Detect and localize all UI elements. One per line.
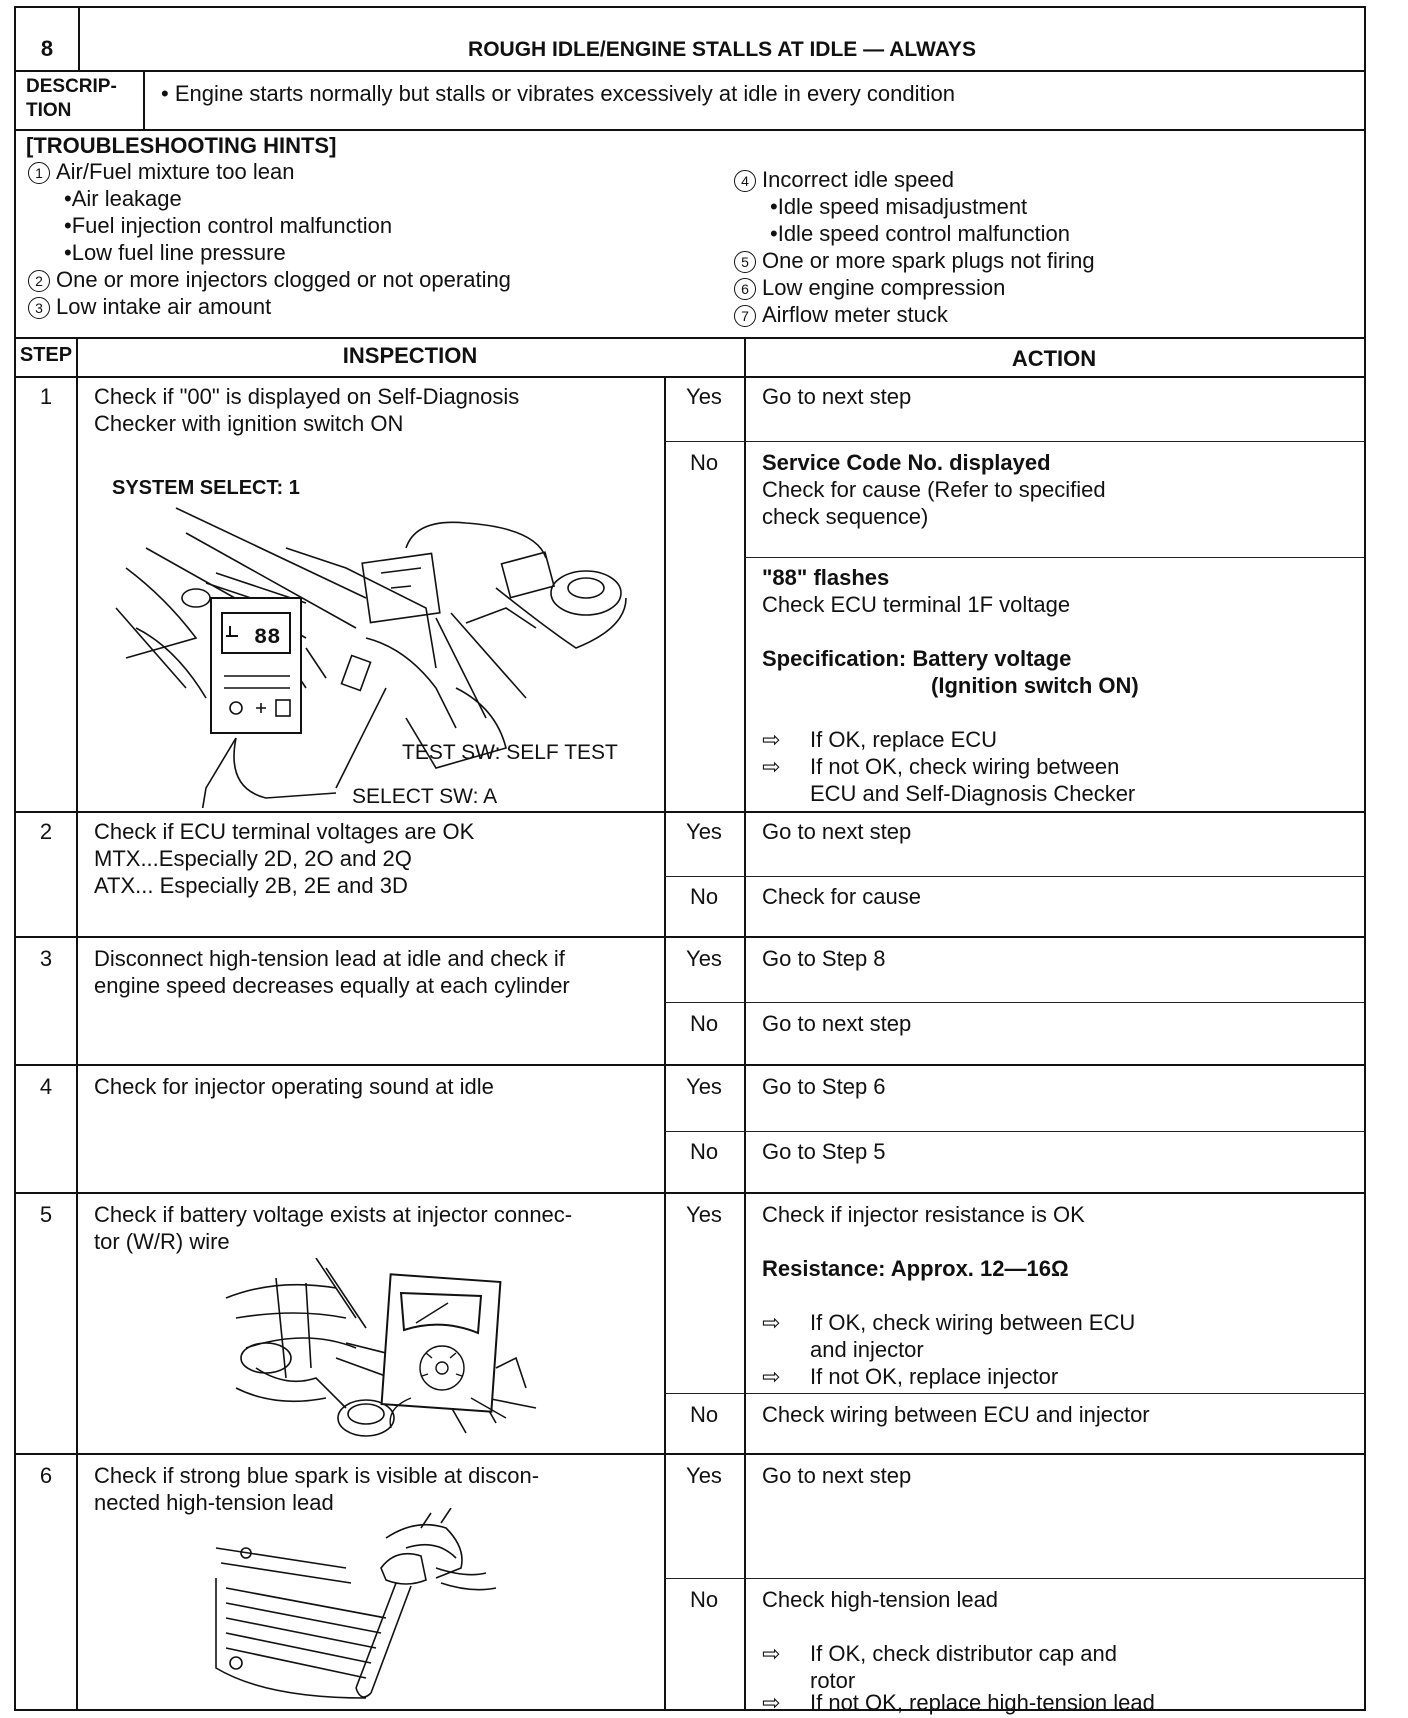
action-title: "88" flashes: [762, 565, 890, 590]
step-number: 1: [39, 384, 53, 409]
action-text: Go to next step: [762, 1463, 912, 1488]
hint-subitem: •Idle speed misadjustment: [770, 194, 1028, 219]
step-inspection-line: Check for injector operating sound at idle: [94, 1074, 494, 1099]
step-inspection-line: Check if battery voltage exists at injector connec-: [94, 1202, 573, 1227]
yes-label: Yes: [686, 1463, 722, 1488]
description-text: • Engine starts normally but stalls or vibrates excessively at idle in every condition: [161, 81, 955, 106]
figure-label-select-sw: SELECT SW: A: [352, 785, 498, 808]
action-bullet: ⇨ If not OK, replace injector: [762, 1364, 1059, 1389]
step-inspection-line: Check if strong blue spark is visible at discon-: [94, 1463, 540, 1488]
page-title: ROUGH IDLE/ENGINE STALLS AT IDLE — ALWAYS: [468, 38, 976, 61]
troubleshooting-sheet: [14, 6, 1366, 1715]
step-inspection-line: Check if ECU terminal voltages are OK: [94, 819, 475, 844]
action-text: Check wiring between ECU and injector: [762, 1402, 1150, 1427]
action-title: Service Code No. displayed: [762, 450, 1051, 475]
action-bullet: ⇨ If not OK, replace high-tension lead: [762, 1690, 1155, 1715]
hint-item: 1 Air/Fuel mixture too lean: [28, 158, 294, 185]
step-inspection-line: Checker with ignition switch ON: [94, 411, 404, 436]
col-header-inspection: INSPECTION: [342, 343, 478, 368]
hint-subitem: •Air leakage: [64, 186, 182, 211]
arrow-icon: ⇨: [762, 1364, 781, 1389]
action-text: Go to next step: [762, 1011, 912, 1036]
action-bullet-cont: and injector: [810, 1337, 924, 1362]
hint-subitem: •Fuel injection control malfunction: [64, 213, 393, 238]
specification-text: Resistance: Approx. 12—16Ω: [762, 1256, 1069, 1281]
step-inspection-line: engine speed decreases equally at each cylinder: [94, 973, 570, 998]
hint-item: 3 Low intake air amount: [28, 293, 271, 320]
action-text: Check ECU terminal 1F voltage: [762, 592, 1071, 617]
figure-label-system-select: SYSTEM SELECT: 1: [112, 477, 300, 499]
step-number: 3: [39, 946, 53, 971]
hint-subitem: •Idle speed control malfunction: [770, 221, 1070, 246]
step-number: 2: [39, 819, 53, 844]
action-text: Go to Step 5: [762, 1139, 886, 1164]
action-bullet: ⇨ If OK, replace ECU: [762, 727, 998, 752]
action-text: check sequence): [762, 504, 929, 529]
arrow-icon: ⇨: [762, 1641, 781, 1666]
hint-subitem: •Low fuel line pressure: [64, 240, 286, 265]
hint-item: 4 Incorrect idle speed: [734, 166, 954, 193]
yes-label: Yes: [686, 819, 722, 844]
spark-test-illustration: [206, 1508, 506, 1708]
action-text: Check if injector resistance is OK: [762, 1202, 1085, 1227]
hint-item: 5 One or more spark plugs not firing: [734, 247, 1095, 274]
checker-display-text: 88: [254, 625, 281, 650]
step-number: 4: [39, 1074, 53, 1099]
no-label: No: [689, 1587, 719, 1612]
action-bullet-cont: ECU and Self-Diagnosis Checker: [810, 781, 1136, 806]
action-bullet: ⇨ If OK, check distributor cap and: [762, 1641, 1117, 1666]
no-label: No: [689, 884, 719, 909]
yes-label: Yes: [686, 946, 722, 971]
action-text: Go to Step 6: [762, 1074, 886, 1099]
figure-label-test-sw: TEST SW: SELF TEST: [402, 741, 618, 764]
step-inspection-line: nected high-tension lead: [94, 1490, 334, 1515]
self-diagnosis-checker-illustration: [106, 488, 646, 808]
step-inspection-line: MTX...Especially 2D, 2O and 2Q: [94, 846, 412, 871]
step-inspection-line: Check if "00" is displayed on Self-Diagnosis: [94, 384, 520, 409]
specification-text: Specification: Battery voltage: [762, 646, 1072, 671]
yes-label: Yes: [686, 1202, 722, 1227]
yes-label: Yes: [686, 1074, 722, 1099]
col-header-action: ACTION: [1011, 346, 1097, 371]
no-label: No: [689, 1139, 719, 1164]
description-label-2: TION: [26, 100, 72, 121]
step-number: 5: [39, 1202, 53, 1227]
action-text: Go to Step 8: [762, 946, 886, 971]
no-label: No: [689, 450, 719, 475]
action-bullet-cont: rotor: [810, 1668, 856, 1693]
arrow-icon: ⇨: [762, 754, 781, 779]
action-text: Check for cause (Refer to specified: [762, 477, 1106, 502]
col-header-step: STEP: [19, 344, 73, 366]
hint-item: 6 Low engine compression: [734, 274, 1005, 301]
specification-text: (Ignition switch ON): [931, 673, 1139, 698]
step-inspection-line: Disconnect high-tension lead at idle and check if: [94, 946, 565, 971]
no-label: No: [689, 1011, 719, 1036]
action-text: Go to next step: [762, 384, 912, 409]
no-label: No: [689, 1402, 719, 1427]
hints-title: [TROUBLESHOOTING HINTS]: [26, 133, 337, 158]
hint-item: 2 One or more injectors clogged or not operating: [28, 266, 511, 293]
step-inspection-line: tor (W/R) wire: [94, 1229, 230, 1254]
action-text: Check for cause: [762, 884, 921, 909]
description-label-1: DESCRIP-: [26, 76, 117, 97]
step-number: 6: [39, 1463, 53, 1488]
yes-label: Yes: [686, 384, 722, 409]
action-text: Check high-tension lead: [762, 1587, 999, 1612]
arrow-icon: ⇨: [762, 727, 781, 752]
hint-item: 7 Airflow meter stuck: [734, 301, 948, 328]
voltmeter-injector-illustration: [216, 1258, 546, 1438]
step-inspection-line: ATX... Especially 2B, 2E and 3D: [94, 873, 408, 898]
arrow-icon: ⇨: [762, 1310, 781, 1335]
action-bullet: ⇨ If not OK, check wiring between: [762, 754, 1120, 779]
arrow-icon: ⇨: [762, 1690, 781, 1715]
action-text: Go to next step: [762, 819, 912, 844]
section-number: 8: [40, 36, 54, 61]
action-bullet: ⇨ If OK, check wiring between ECU: [762, 1310, 1136, 1335]
